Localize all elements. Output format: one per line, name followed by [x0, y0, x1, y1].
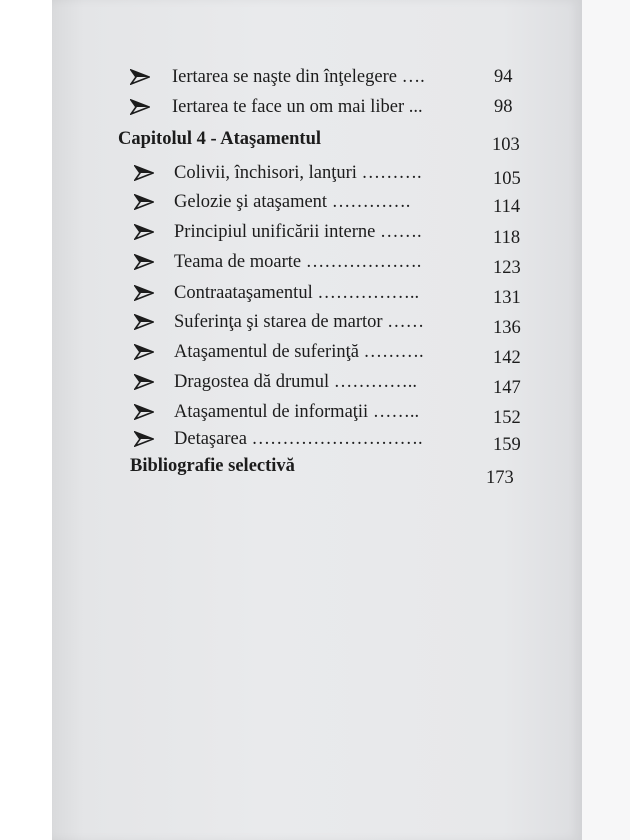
arrowhead-bullet-icon — [134, 165, 154, 181]
page-edge — [582, 0, 630, 840]
arrowhead-bullet-icon — [134, 314, 154, 330]
bibliography-title: Bibliografie selectivă — [130, 456, 295, 476]
toc-entry-title: Ataşamentul de suferinţă ………. — [174, 342, 424, 362]
arrowhead-bullet-icon — [134, 254, 154, 270]
toc-entry-page: 159 — [493, 435, 521, 455]
arrowhead-bullet-icon — [134, 344, 154, 360]
toc-entry-page: 123 — [493, 258, 521, 278]
toc-entry-title: Teama de moarte ………………. — [174, 252, 422, 272]
toc-entry-page: 131 — [493, 288, 521, 308]
arrowhead-bullet-icon — [134, 431, 154, 447]
chapter-page: 103 — [492, 135, 520, 155]
arrowhead-bullet-icon — [134, 194, 154, 210]
bibliography-page: 173 — [486, 468, 514, 488]
toc-entry-title: Detaşarea ………………………. — [174, 429, 423, 449]
toc-entry-title: Iertarea se naşte din înţelegere …. — [172, 67, 425, 87]
chapter-title: Capitolul 4 - Ataşamentul — [118, 129, 322, 149]
toc-entry-page: 147 — [493, 378, 521, 398]
toc-entry-title: Suferinţa şi starea de martor …… — [174, 312, 425, 332]
toc-entry-page: 152 — [493, 408, 521, 428]
toc-entry-page: 98 — [494, 97, 513, 117]
toc-entry-title: Colivii, închisori, lanţuri ………. — [174, 163, 422, 183]
toc-entry-title: Gelozie şi ataşament …………. — [174, 192, 411, 212]
toc-entry-page: 105 — [493, 169, 521, 189]
toc-entry-page: 94 — [494, 67, 513, 87]
book-page — [52, 0, 582, 840]
arrowhead-bullet-icon — [134, 404, 154, 420]
toc-entry-page: 136 — [493, 318, 521, 338]
toc-entry-page: 142 — [493, 348, 521, 368]
toc-entry-title: Iertarea te face un om mai liber ... — [172, 97, 423, 117]
arrowhead-bullet-icon — [134, 374, 154, 390]
table-of-contents — [52, 0, 582, 840]
toc-entry-title: Contraataşamentul …………….. — [174, 283, 420, 303]
toc-entry-title: Dragostea dă drumul ………….. — [174, 372, 418, 392]
arrowhead-bullet-icon — [134, 285, 154, 301]
toc-entry-title: Ataşamentul de informaţii …….. — [174, 402, 420, 422]
arrowhead-bullet-icon — [134, 224, 154, 240]
toc-entry-title: Principiul unificării interne ……. — [174, 222, 422, 242]
toc-entry-page: 118 — [493, 228, 521, 248]
arrowhead-bullet-icon — [130, 99, 150, 115]
toc-entry-page: 114 — [493, 197, 521, 217]
arrowhead-bullet-icon — [130, 69, 150, 85]
